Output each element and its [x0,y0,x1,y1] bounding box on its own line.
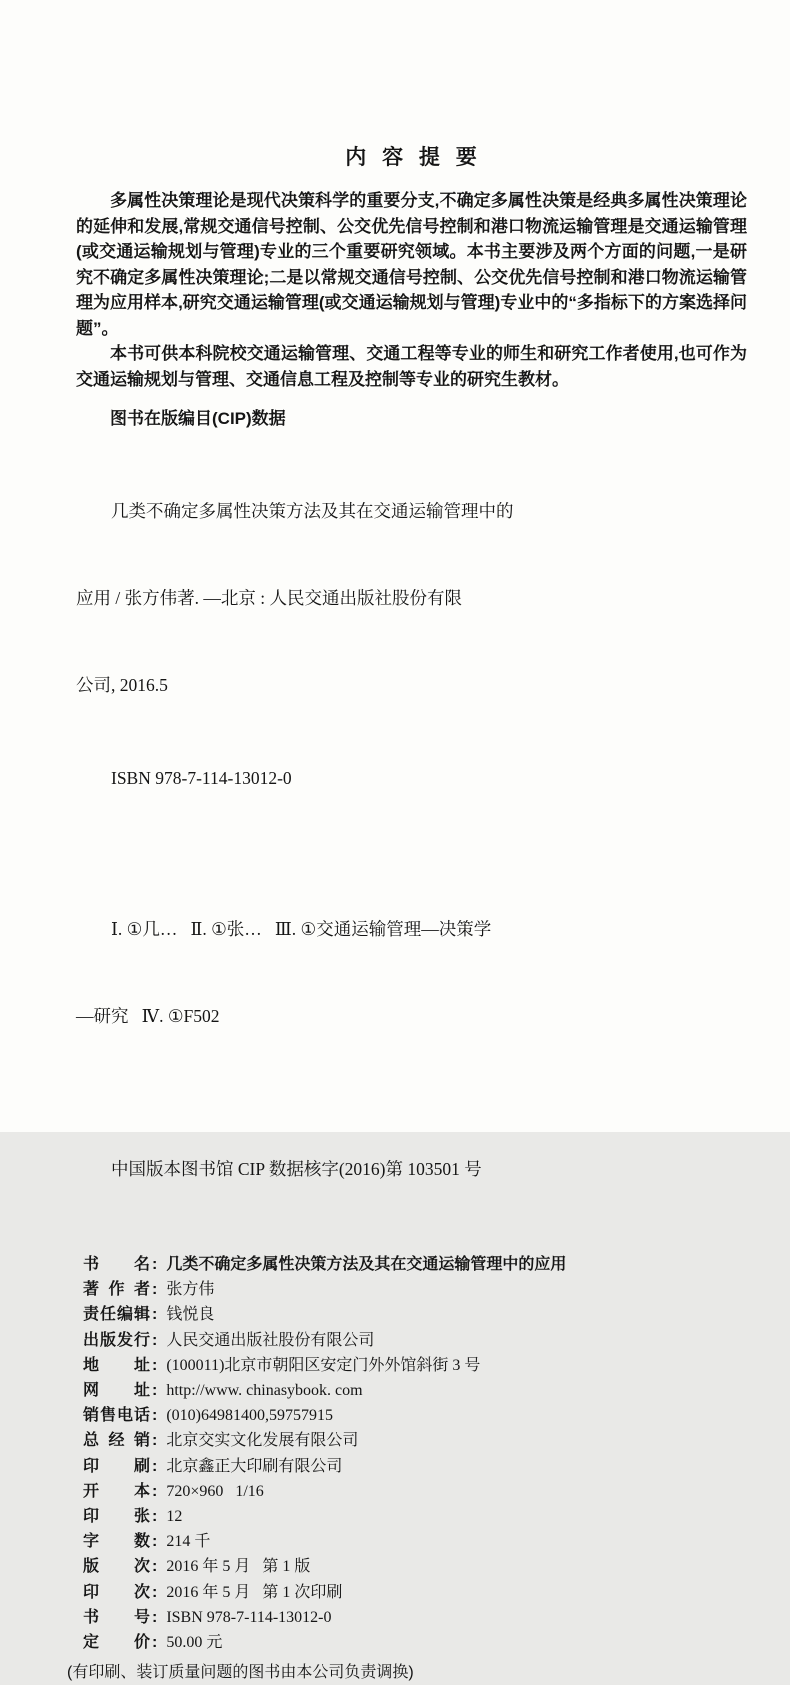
colophon-row-sales-phone [83,1403,747,1428]
row-label: 出版发行 [83,1331,150,1349]
cip-classification-line: —研究 Ⅳ. ①F502 [76,1006,220,1026]
colophon-row-book-title [83,1252,747,1277]
row-colon: : [152,1256,158,1273]
row-label: 印次 [83,1583,150,1601]
cip-block [76,404,747,1242]
colophon-row-printer [83,1454,747,1479]
row-label: 网址 [83,1382,150,1400]
cip-isbn: ISBN 978-7-114-13012-0 [111,768,292,788]
row-label: 销售电话 [83,1407,150,1425]
colophon-row-impression [83,1580,747,1605]
colophon-row-author [83,1277,747,1302]
row-colon: : [152,1306,158,1324]
row-value: 720×960 1/16 [166,1482,264,1500]
row-label: 定价 [83,1634,150,1652]
colophon-row-editor [83,1302,747,1327]
row-label: 书号 [83,1608,150,1626]
colophon-row-edition [83,1554,747,1579]
row-label: 书名 [83,1256,150,1273]
row-colon: : [152,1533,158,1551]
row-value: 几类不确定多属性决策方法及其在交通运输管理中的应用 [166,1256,567,1273]
row-value: (010)64981400,59757915 [166,1407,333,1425]
row-value: 214 千 [166,1533,211,1551]
summary-paragraph-2: 本书可供本科院校交通运输管理、交通工程等专业的师生和研究工作者使用,也可作为交通运输规划与管理、交通信息工程及控制等专业的研究生教材。 [76,344,747,389]
row-colon: : [152,1508,158,1526]
cip-heading: 图书在版编目(CIP)数据 [110,409,286,428]
colophon-row-publisher [83,1328,747,1353]
colophon-row-price [83,1630,747,1655]
cip-classification [76,857,747,1089]
row-label: 著作者 [83,1281,150,1299]
colophon-row-isbn [83,1605,747,1630]
row-label: 字数 [83,1533,150,1551]
row-colon: : [152,1407,158,1425]
cip-body [76,439,747,1242]
row-value: 12 [166,1508,183,1526]
row-colon: : [152,1281,158,1299]
row-value: 人民交通出版社股份有限公司 [166,1331,375,1349]
row-value: http://www. chinasybook. com [166,1382,363,1400]
summary-paragraph-1: 多属性决策理论是现代决策科学的重要分支,不确定多属性决策是经典多属性决策理论的延伸和发展,常规交通信号控制、公交优先信号控制和港口物流运输管理是交通运输管理(或交通运输规划与管理)专业的三个重要研究领域。本书主要涉及两个方面的问题,一是研究不确定多属性决策理论;二是以常规交通信号控制、公交优先信号控制和港口物流运输管理为应用样本,研究交通运输管理(或交通运输规划与管理)专业中的“多指标下的方案选择问题”。 [76,191,747,338]
row-label: 总经销 [83,1432,150,1450]
row-colon: : [152,1634,158,1652]
row-colon: : [152,1608,158,1626]
row-value: 50.00 元 [166,1634,223,1652]
colophon-row-format [83,1479,747,1504]
row-value: 北京鑫正大印刷有限公司 [166,1457,343,1475]
colophon-row-distributor [83,1428,747,1453]
row-value: 2016 年 5 月 第 1 版 [166,1558,311,1576]
colophon-row-address [83,1353,747,1378]
cip-record-line: 几类不确定多属性决策方法及其在交通运输管理中的 [111,501,514,521]
colophon-row-word-count [83,1529,747,1554]
row-label: 印刷 [83,1457,150,1475]
row-value: (100011)北京市朝阳区安定门外外馆斜街 3 号 [166,1356,481,1374]
quality-exchange-note: (有印刷、装订质量问题的图书由本公司负责调换) [67,1664,414,1682]
row-value: 钱悦良 [166,1306,215,1324]
colophon-row-printed-sheets [83,1504,747,1529]
row-colon: : [152,1432,158,1450]
row-value: 张方伟 [166,1281,215,1299]
row-label: 责任编辑 [83,1306,150,1324]
row-value: 北京交实文化发展有限公司 [166,1432,359,1450]
colophon-list [76,1252,747,1655]
cip-record-line: 应用 / 张方伟著. —北京 : 人民交通出版社股份有限 [76,588,462,608]
row-label: 印张 [83,1508,150,1526]
row-colon: : [152,1356,158,1374]
cip-classification-line: Ⅰ. ①几… Ⅱ. ①张… Ⅲ. ①交通运输管理—决策学 [111,919,492,939]
colophon-row-website [83,1378,747,1403]
row-label: 地址 [83,1356,150,1374]
row-value: 2016 年 5 月 第 1 次印刷 [166,1583,343,1601]
cip-record-line: 公司, 2016.5 [76,675,168,695]
page-title: 内 容 提 要 [345,146,478,169]
row-colon: : [152,1457,158,1475]
row-value: ISBN 978-7-114-13012-0 [166,1608,332,1626]
cip-record-number: 中国版本图书馆 CIP 数据核字(2016)第 103501 号 [111,1159,482,1179]
row-colon: : [152,1331,158,1349]
row-colon: : [152,1558,158,1576]
row-colon: : [152,1482,158,1500]
row-label: 版次 [83,1558,150,1576]
row-label: 开本 [83,1482,150,1500]
row-colon: : [152,1382,158,1400]
row-colon: : [152,1583,158,1601]
